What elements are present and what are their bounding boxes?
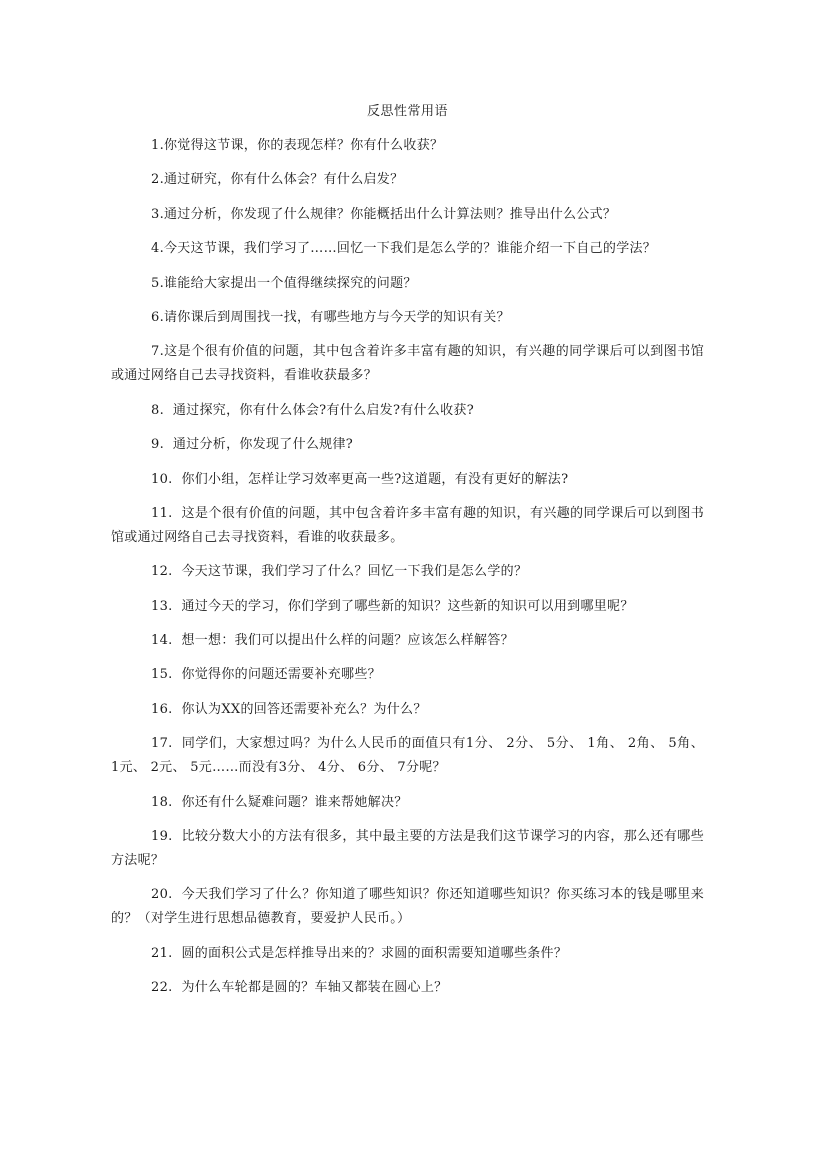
list-item: 2.通过研究，你有什么体会？有什么启发？ xyxy=(151,172,404,188)
list-item: 4.今天这节课，我们学习了……回忆一下我们是怎么学的？谁能介绍一下自己的学法？ xyxy=(151,241,657,257)
list-item: 14. 想一想：我们可以提出什么样的问题？应该怎么样解答？ xyxy=(151,633,514,649)
list-item: 12. 今天这节课，我们学习了什么？回忆一下我们是怎么学的？ xyxy=(151,564,528,580)
page-title: 反思性常用语 xyxy=(366,104,448,119)
list-item: 19. 比较分数大小的方法有很多，其中最主要的方法是我们这节课学习的内容，那么还有哪些方法呢？ xyxy=(111,829,704,869)
document-page xyxy=(111,0,709,1169)
list-item: 7.这是个很有价值的问题，其中包含着许多丰富有趣的知识，有兴趣的同学课后可以到图书馆或通过网络自己去寻找资料，看谁收获最多？ xyxy=(111,344,704,384)
list-item: 13. 通过今天的学习，你们学到了哪些新的知识？这些新的知识可以用到哪里呢？ xyxy=(151,598,634,614)
phrase-list xyxy=(111,134,709,1011)
list-item: 15. 你觉得你的问题还需要补充哪些？ xyxy=(151,667,381,683)
list-item: 9. 通过分析，你发现了什么规律? xyxy=(151,437,354,453)
list-item: 3.通过分析，你发现了什么规律？你能概括出什么计算法则？推导出什么公式？ xyxy=(151,206,617,222)
list-item: 22. 为什么车轮都是圆的？车轴又都装在圆心上？ xyxy=(151,980,448,996)
list-item: 17. 同学们，大家想过吗？为什么人民币的面值只有1分、 2分、 5分、 1角、 2角、 5角、 1元、 2元、 5元……而没有3分、 4分、 6分、 7分呢？ xyxy=(111,736,709,776)
list-item: 20. 今天我们学习了什么？你知道了哪些知识？你还知道哪些知识？你买练习本的钱是哪里来的？（对学生进行思想品德教育，要爱护人民币。） xyxy=(111,887,704,927)
list-item: 11. 这是个很有价值的问题，其中包含着许多丰富有趣的知识，有兴趣的同学课后可以到图书馆或通过网络自己去寻找资料，看谁的收获最多。 xyxy=(111,505,704,545)
list-item: 5.谁能给大家提出一个值得继续探究的问题？ xyxy=(151,275,417,291)
list-item: 8. 通过探究，你有什么体会?有什么启发?有什么收获? xyxy=(151,402,474,418)
list-item: 16. 你认为XX的回答还需要补充么？为什么？ xyxy=(151,701,427,717)
list-item: 1.你觉得这节课，你的表现怎样？你有什么收获？ xyxy=(151,138,444,153)
list-item: 6.请你课后到周围找一找，有哪些地方与今天学的知识有关？ xyxy=(151,309,510,325)
list-item: 10. 你们小组，怎样让学习效率更高一些?这道题，有没有更好的解法? xyxy=(151,471,569,487)
list-item: 18. 你还有什么疑难问题？谁来帮她解决？ xyxy=(151,794,408,810)
list-item: 21. 圆的面积公式是怎样推导出来的？求圆的面积需要知道哪些条件？ xyxy=(151,945,568,961)
